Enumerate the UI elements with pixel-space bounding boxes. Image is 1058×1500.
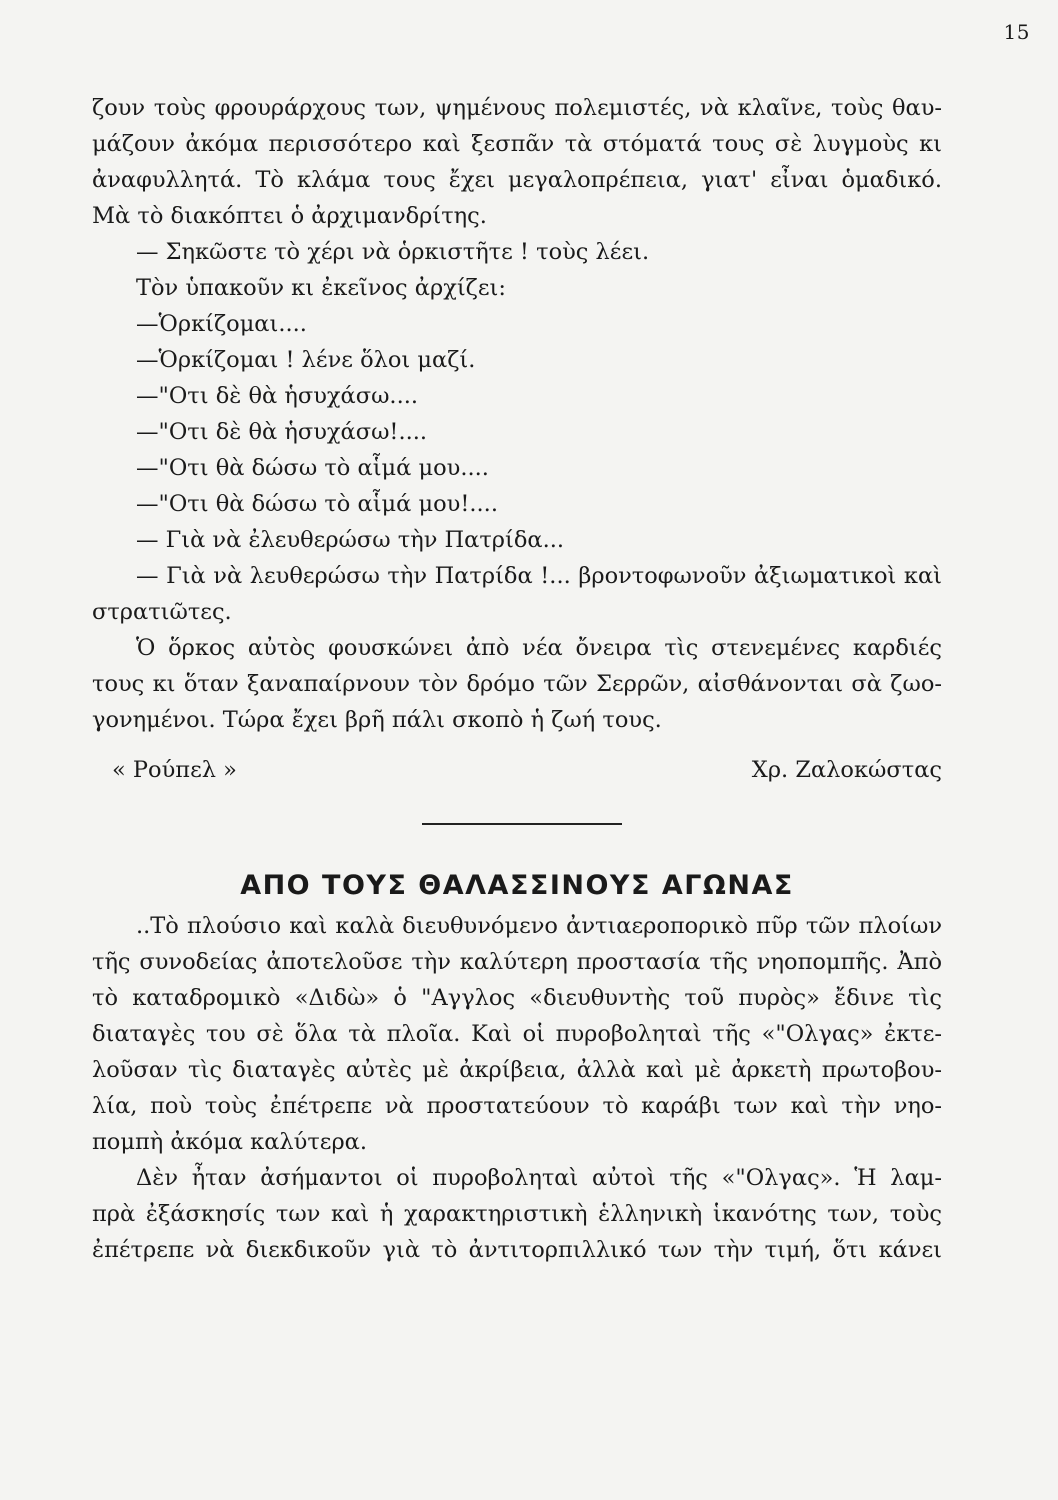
text-line: διαταγὲς του σὲ ὅλα τὰ πλοῖα. Καὶ οἱ πυροβοληταὶ τῆς «"Ολγας» ἐκτε- bbox=[92, 1021, 942, 1047]
text-line: ..Τὸ πλούσιο καὶ καλὰ διευθυνόμενο ἀντιαεροπορικὸ πῦρ τῶν πλοίων bbox=[136, 913, 942, 939]
text-line: Μὰ τὸ διακόπτει ὁ ἀρχιμανδρίτης. bbox=[92, 203, 487, 229]
dialogue-line: —"Οτι δὲ θὰ ἡσυχάσω.... bbox=[136, 383, 419, 409]
text-line: μάζουν ἀκόμα περισσότερο καὶ ξεσπᾶν τὰ στόματά τους σὲ λυγμοὺς κι bbox=[92, 131, 942, 157]
dialogue-line: στρατιῶτες. bbox=[92, 599, 232, 625]
dialogue-line: —"Οτι δὲ θὰ ἡσυχάσω!.... bbox=[136, 419, 428, 445]
text-line: λία, ποὺ τοὺς ἐπέτρεπε νὰ προστατεύουν τὸ καράβι των καὶ τὴν νηο- bbox=[92, 1093, 942, 1119]
text-line: τῆς συνοδείας ἀποτελοῦσε τὴν καλύτερη προστασία τῆς νηοπομπῆς. Ἀπὸ bbox=[92, 949, 942, 975]
dialogue-line: — Σηκῶστε τὸ χέρι νὰ ὁρκιστῆτε ! τοὺς λέει. bbox=[136, 239, 650, 265]
paragraph-continuation bbox=[92, 90, 942, 234]
text-line: λοῦσαν τὶς διαταγὲς αὐτὲς μὲ ἀκρίβεια, ἀλλὰ καὶ μὲ ἀρκετὴ πρωτοβου- bbox=[92, 1057, 942, 1083]
text-line: τους κι ὅταν ξαναπαίρνουν τὸν δρόμο τῶν Σερρῶν, αἰσθάνονται σὰ ζωο- bbox=[92, 671, 942, 697]
text-line: ἀναφυλλητά. Τὸ κλάμα τους ἔχει μεγαλοπρέπεια, γιατ' εἶναι ὁμαδικό. bbox=[92, 167, 942, 193]
text-line: Δὲν ἦταν ἀσήμαντοι οἱ πυροβοληταὶ αὐτοὶ τῆς «"Ολγας». Ἡ λαμ- bbox=[136, 1165, 942, 1191]
spacer bbox=[92, 738, 942, 752]
text-line: ἐπέτρεπε νὰ διεκδικοῦν γιὰ τὸ ἀντιτορπιλλικό των τὴν τιμή, ὅτι κάνει bbox=[92, 1237, 942, 1263]
paragraph-sea bbox=[92, 908, 942, 1160]
section-title: ΑΠΟ ΤΟΥΣ ΘΑΛΑΣΣΙΝΟΥΣ ΑΓΩΝΑΣ bbox=[240, 870, 794, 901]
page-content bbox=[92, 90, 942, 1268]
text-line: Ὁ ὅρκος αὐτὸς φουσκώνει ἀπὸ νέα ὄνειρα τὶς στενεμένες καρδιές bbox=[136, 635, 942, 661]
text-line: ζουν τοὺς φρουράρχους των, ψημένους πολεμιστές, νὰ κλαῖνε, τοὺς θαυ- bbox=[92, 95, 942, 121]
paragraph-oath bbox=[92, 630, 942, 738]
text-line: γονημένοι. Τώρα ἔχει βρῆ πάλι σκοπὸ ἡ ζωή τους. bbox=[92, 707, 662, 733]
dialogue-line: —Ὁρκίζομαι ! λένε ὅλοι μαζί. bbox=[136, 347, 476, 373]
dialogue-line: — Γιὰ νὰ λευθερώσω τὴν Πατρίδα !... βροντοφωνοῦν ἀξιωματικοὶ καὶ bbox=[136, 563, 942, 589]
dialogue-line: Τὸν ὑπακοῦν κι ἐκεῖνος ἀρχίζει: bbox=[136, 275, 506, 301]
dialogue-line: — Γιὰ νὰ ἐλευθερώσω τὴν Πατρίδα... bbox=[136, 527, 565, 553]
paragraph-gunners bbox=[92, 1160, 942, 1268]
dialogue-line: —Ὁρκίζομαι.... bbox=[136, 311, 307, 337]
separator-rule bbox=[422, 823, 622, 825]
attribution bbox=[92, 752, 942, 788]
text-line: πρὰ ἐξάσκησίς των καὶ ἡ χαρακτηριστικὴ ἑλληνικὴ ἱκανότης των, τοὺς bbox=[92, 1201, 942, 1227]
dialogue-line: —"Οτι θὰ δώσω τὸ αἷμά μου!.... bbox=[136, 491, 498, 517]
oath-dialogue bbox=[92, 234, 942, 630]
attribution-author: Χρ. Ζαλοκώστας bbox=[751, 757, 942, 783]
text-line: πομπὴ ἀκόμα καλύτερα. bbox=[92, 1129, 368, 1155]
attribution-source: « Ρούπελ » bbox=[112, 757, 237, 783]
dialogue-line: —"Οτι θὰ δώσω τὸ αἷμά μου.... bbox=[136, 455, 489, 481]
page-number: 15 bbox=[1003, 20, 1030, 44]
separator-block bbox=[92, 788, 942, 848]
text-line: τὸ καταδρομικὸ «Διδὼ» ὁ "Αγγλος «διευθυντὴς τοῦ πυρὸς» ἔδινε τὶς bbox=[92, 985, 942, 1011]
